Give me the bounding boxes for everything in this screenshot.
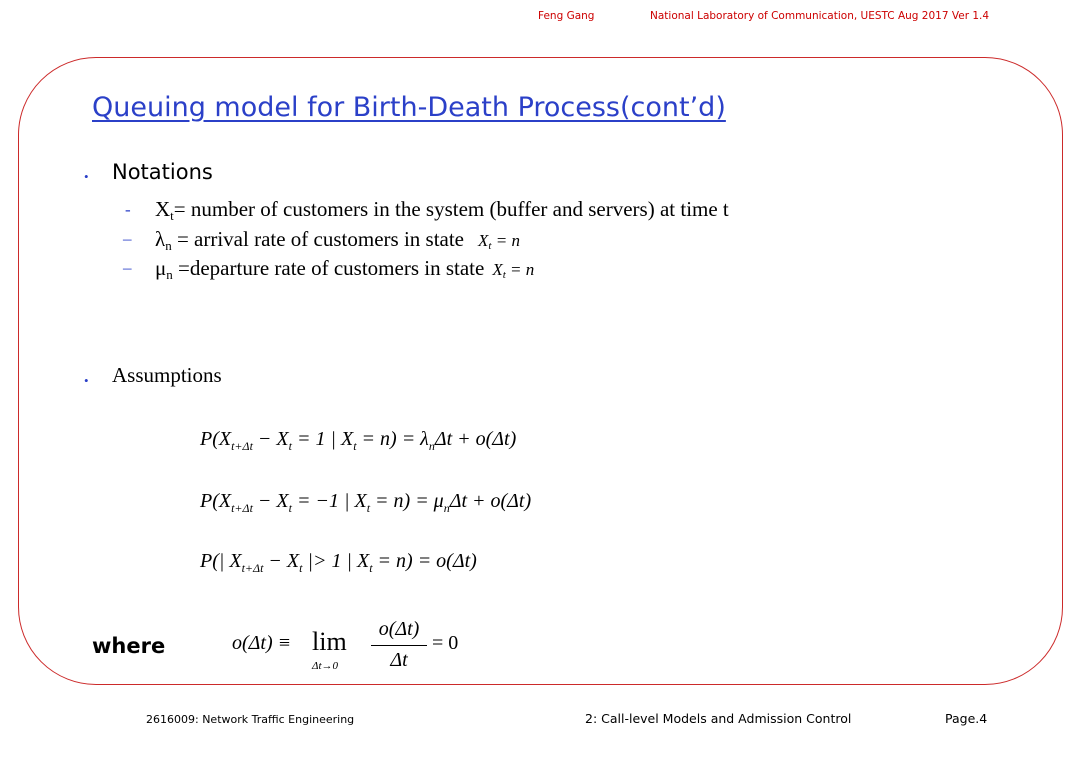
state-condition: $X_t = n$ [478, 231, 520, 252]
where-label: where [92, 634, 166, 658]
dash-icon: - [125, 200, 131, 219]
equation-death: $P(X_{t+\Delta t} - X_t = -1$ | $X_t = n) = \mu_n\Delta t + o(\Delta t)$ [200, 490, 532, 515]
notation-item-mu: $\mu_n$ =departure rate of customers in state $X_t = n$ [155, 256, 535, 282]
lim-operator: lim [312, 627, 347, 656]
equation-birth: $P(X_{t+\Delta t} - X_t = 1$ | $X_t = n) = \lambda_n\Delta t + o(\Delta t)$ [200, 428, 517, 453]
dash-icon: – [123, 258, 132, 277]
equation-multiple: P(| $X_{t+\Delta t} - X_t$ |> 1 | $X_t = n) = o(\Delta t)$ [200, 550, 477, 575]
assumptions-heading: Assumptions [112, 363, 222, 387]
footer-chapter: 2: Call-level Models and Admission Control [585, 711, 852, 726]
footer-page-number: Page.4 [945, 711, 988, 726]
fraction-bar [371, 645, 427, 646]
notation-item-lambda: $\lambda_n$ = arrival rate of customers in state $X_t = n$ [155, 227, 520, 253]
notation-item-xt: $X_t=$ number of customers in the system (buffer and servers) at time t [155, 197, 729, 223]
fraction-numerator: o(Δt) [378, 618, 420, 640]
limit-result: = 0 [432, 632, 459, 654]
dash-icon: – [123, 229, 132, 248]
bullet-dot-icon: • [84, 373, 89, 388]
state-condition: $X_t = n$ [492, 260, 535, 281]
notations-heading: Notations [112, 160, 213, 184]
bullet-dot-icon: • [84, 169, 89, 184]
slide-title: Queuing model for Birth-Death Process(cont’d) [92, 92, 726, 123]
fraction-denominator: Δt [390, 649, 408, 671]
footer-course: 2616009: Network Traffic Engineering [146, 713, 355, 726]
lim-subscript: Δt→0 [312, 660, 339, 672]
header-author: Feng Gang [538, 10, 595, 22]
header-lab-info: National Laboratory of Communication, UESTC Aug 2017 Ver 1.4 [650, 10, 990, 22]
